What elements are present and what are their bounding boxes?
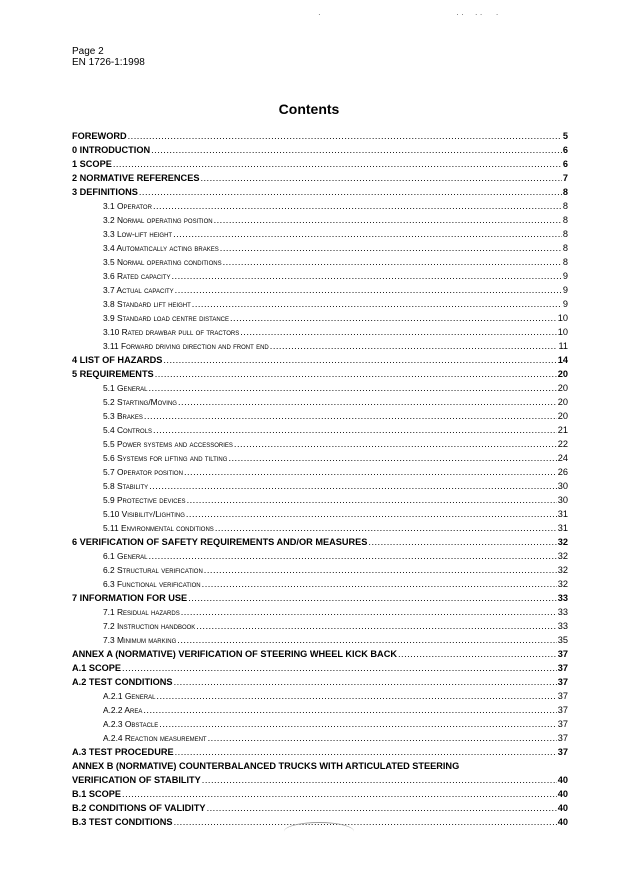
leader-dots [223,257,562,268]
toc-entry-main[interactable] [72,758,568,772]
toc-entry-sub[interactable] [72,702,568,716]
toc-entry-main[interactable] [72,184,568,198]
toc-entry-page: 10 [557,313,568,323]
toc-entry-label: 5.11 Environmental conditions [103,523,214,533]
toc-entry-label: 5.10 Visibility/Lighting [103,509,185,519]
leader-dots [398,649,557,660]
leader-dots [159,719,556,730]
toc-entry-sub[interactable] [72,240,568,254]
toc-entry-page: 40 [557,789,568,799]
toc-entry-label: 6.1 General [103,551,148,561]
toc-entry-main[interactable] [72,142,568,156]
toc-entry-page: 37 [557,691,568,701]
toc-entry-sub[interactable] [72,394,568,408]
toc-entry-label: 6 VERIFICATION OF SAFETY REQUIREMENTS AND/OR MEASURES [72,537,368,547]
toc-entry-label: 5.7 Operator position [103,467,183,477]
toc-entry-page: 6 [562,159,568,169]
toc-entry-page: 22 [557,439,568,449]
toc-entry-sub[interactable] [72,422,568,436]
leader-dots [368,537,556,548]
toc-entry-sub[interactable] [72,576,568,590]
toc-entry-page: 37 [557,677,568,687]
toc-entry-label: A.2 TEST CONDITIONS [72,677,173,687]
toc-entry-page: 5 [562,131,568,141]
toc-entry-label: 5.6 Systems for lifting and tilting [103,453,228,463]
toc-entry-main[interactable] [72,156,568,170]
leader-dots [240,327,557,338]
scan-marks: · · · · · · [318,10,499,19]
toc-entry-sub[interactable] [72,478,568,492]
toc-entry-page: 31 [557,509,568,519]
leader-dots [173,229,562,240]
toc-entry-label: VERIFICATION OF STABILITY [72,775,201,785]
leader-dots [228,453,556,464]
toc-entry-page: 21 [557,425,568,435]
leader-dots [215,523,557,534]
toc-entry-page: 8 [562,201,568,211]
table-of-contents [72,128,568,828]
toc-entry-label: 3.1 Operator [103,201,152,211]
leader-dots [128,131,562,142]
leader-dots [181,607,557,618]
leader-dots [177,635,556,646]
toc-entry-label: 5.1 General [103,383,148,393]
toc-entry-sub[interactable] [72,436,568,450]
toc-entry-sub[interactable] [72,492,568,506]
toc-entry-page: 20 [557,369,568,379]
toc-entry-sub[interactable] [72,268,568,282]
toc-entry-label: ANNEX A (NORMATIVE) VERIFICATION OF STEERING WHEEL KICK BACK [72,649,397,659]
toc-entry-label: 3.10 Rated drawbar pull of tractors [103,327,240,337]
toc-entry-label: 3.9 Standard load centre distance [103,313,229,323]
toc-entry-page: 30 [557,481,568,491]
leader-dots [122,789,557,800]
leader-dots [220,243,562,254]
toc-entry-label: 3.4 Automatically acting brakes [103,243,219,253]
toc-entry-label: 5.3 Brakes [103,411,143,421]
toc-entry-page: 40 [557,817,568,827]
toc-entry-label: 5.8 Stability [103,481,149,491]
toc-entry-page: 30 [557,495,568,505]
toc-entry-page: 20 [557,383,568,393]
leader-dots [174,817,557,828]
toc-entry-sub[interactable] [72,310,568,324]
toc-entry-main[interactable] [72,366,568,380]
toc-entry-page: 11 [558,341,568,351]
toc-entry-label: 6.2 Structural verification [103,565,203,575]
page-header [72,46,145,68]
leader-dots [153,425,557,436]
leader-dots [230,313,557,324]
toc-entry-sub[interactable] [72,198,568,212]
toc-entry-main[interactable] [72,170,568,184]
toc-entry-label: B.2 CONDITIONS OF VALIDITY [72,803,206,813]
toc-entry-page: 9 [562,271,568,281]
toc-entry-label: 3.2 Normal operating position [103,215,213,225]
toc-entry-label: 3 DEFINITIONS [72,187,138,197]
toc-entry-page: 32 [557,551,568,561]
toc-entry-sub[interactable] [72,618,568,632]
toc-entry-page: 24 [557,453,568,463]
toc-entry-sub[interactable] [72,226,568,240]
toc-entry-label: ANNEX B (NORMATIVE) COUNTERBALANCED TRUCKS WITH ARTICULATED STEERING [72,761,460,771]
toc-entry-main[interactable] [72,800,568,814]
toc-entry-sub[interactable] [72,548,568,562]
toc-entry-label: 3.3 Low-lift height [103,229,173,239]
toc-entry-main[interactable] [72,590,568,604]
toc-entry-page: 35 [557,635,568,645]
leader-dots [149,551,557,562]
leader-dots [214,215,562,226]
leader-dots [186,509,557,520]
toc-entry-page: 32 [557,565,568,575]
toc-entry-page: 40 [557,803,568,813]
leader-dots [171,271,561,282]
toc-entry-main[interactable] [72,128,568,142]
leader-dots [188,593,557,604]
toc-entry-page: 33 [557,607,568,617]
toc-entry-main[interactable] [72,772,568,786]
toc-entry-label: 7.1 Residual hazards [103,607,180,617]
toc-entry-label: 3.5 Normal operating conditions [103,257,222,267]
toc-entry-page: 33 [557,593,568,603]
toc-entry-sub[interactable] [72,464,568,478]
toc-entry-sub[interactable] [72,730,568,744]
toc-entry-label: 7.3 Minimum marking [103,635,177,645]
toc-entry-label: 5.5 Power systems and accessories [103,439,233,449]
toc-entry-page: 8 [562,215,568,225]
toc-entry-page: 7 [562,173,568,183]
leader-dots [192,299,562,310]
toc-entry-page: 20 [557,411,568,421]
toc-entry-page: 10 [557,327,568,337]
toc-entry-label: A.2.4 Reaction measurement [103,733,207,743]
toc-entry-sub[interactable] [72,562,568,576]
toc-entry-page: 33 [557,621,568,631]
leader-dots [144,411,557,422]
leader-dots [175,285,562,296]
toc-entry-main[interactable] [72,674,568,688]
toc-entry-main[interactable] [72,534,568,548]
toc-entry-label: 5.4 Controls [103,425,153,435]
leader-dots [149,481,557,492]
toc-entry-sub[interactable] [72,408,568,422]
page-title: Contents [278,101,340,117]
toc-entry-label: A.2.1 General [103,691,156,701]
leader-dots [202,775,557,786]
toc-entry-page: 9 [562,285,568,295]
toc-entry-page: 37 [557,747,568,757]
toc-entry-label: A.2.2 Area [103,705,143,715]
leader-dots [207,803,557,814]
toc-entry-page: 37 [557,705,568,715]
toc-entry-sub[interactable] [72,338,568,352]
toc-entry-main[interactable] [72,786,568,800]
toc-entry-page: 37 [557,663,568,673]
toc-entry-sub[interactable] [72,506,568,520]
toc-entry-page: 26 [557,467,568,477]
toc-entry-sub[interactable] [72,324,568,338]
toc-entry-label: A.3 TEST PROCEDURE [72,747,174,757]
toc-entry-main[interactable] [72,660,568,674]
toc-entry-label: 5.9 Protective devices [103,495,186,505]
leader-dots [178,397,557,408]
leader-dots [156,691,556,702]
toc-entry-sub[interactable] [72,450,568,464]
toc-entry-label: 7.2 Instruction handbook [103,621,196,631]
stamp-mark [284,822,354,841]
toc-entry-page: 20 [557,397,568,407]
toc-entry-label: 5.2 Starting/Moving [103,397,177,407]
toc-entry-label: 5 REQUIREMENTS [72,369,154,379]
leader-dots [270,341,558,352]
toc-entry-label: B.1 SCOPE [72,789,122,799]
toc-entry-sub[interactable] [72,688,568,702]
toc-entry-main[interactable] [72,352,568,366]
leader-dots [200,173,561,184]
toc-entry-label: 2 NORMATIVE REFERENCES [72,173,200,183]
toc-entry-label: 7 INFORMATION FOR USE [72,593,188,603]
toc-entry-main[interactable] [72,646,568,660]
toc-entry-label: B.3 TEST CONDITIONS [72,817,173,827]
toc-entry-page: 9 [562,299,568,309]
toc-entry-sub[interactable] [72,520,568,534]
leader-dots [234,439,557,450]
toc-entry-label: FOREWORD [72,131,127,141]
leader-dots [155,369,557,380]
toc-entry-main[interactable] [72,744,568,758]
toc-entry-sub[interactable] [72,282,568,296]
leader-dots [139,187,562,198]
toc-entry-page: 37 [557,733,568,743]
toc-entry-page: 37 [557,649,568,659]
toc-entry-page: 32 [557,537,568,547]
toc-entry-label: 3.8 Standard lift height [103,299,191,309]
toc-entry-label: 3.6 Rated capacity [103,271,171,281]
leader-dots [187,495,557,506]
toc-entry-page: 32 [557,579,568,589]
toc-entry-sub[interactable] [72,212,568,226]
leader-dots [175,747,557,758]
leader-dots [184,467,557,478]
toc-entry-label: 4 LIST OF HAZARDS [72,355,163,365]
leader-dots [196,621,556,632]
toc-entry-page: 6 [562,145,568,155]
toc-entry-sub[interactable] [72,254,568,268]
toc-entry-label: 3.7 Actual capacity [103,285,174,295]
leader-dots [122,663,557,674]
leader-dots [208,733,557,744]
leader-dots [153,201,562,212]
toc-entry-page: 8 [562,257,568,267]
toc-entry-sub[interactable] [72,380,568,394]
leader-dots [204,565,557,576]
toc-entry-sub[interactable] [72,604,568,618]
toc-entry-page: 40 [557,775,568,785]
toc-entry-label: 3.11 Forward driving direction and front end [103,341,269,351]
toc-entry-page: 8 [562,187,568,197]
page-number: Page 2 [72,46,104,57]
leader-dots [143,705,556,716]
leader-dots [163,355,556,366]
toc-entry-page: 8 [562,229,568,239]
toc-entry-label: A.2.3 Obstacle [103,719,159,729]
leader-dots [113,159,562,170]
toc-entry-sub[interactable] [72,296,568,310]
toc-entry-label: 1 SCOPE [72,159,112,169]
leader-dots [149,383,557,394]
toc-entry-label: A.1 SCOPE [72,663,122,673]
toc-entry-sub[interactable] [72,716,568,730]
standard-code: EN 1726-1:1998 [72,57,145,68]
toc-entry-page: 37 [557,719,568,729]
toc-entry-page: 31 [557,523,568,533]
leader-dots [174,677,557,688]
toc-entry-label: 6.3 Functional verification [103,579,201,589]
leader-dots [151,145,562,156]
toc-entry-page: 8 [562,243,568,253]
toc-entry-label: 0 INTRODUCTION [72,145,151,155]
leader-dots [202,579,557,590]
toc-entry-page: 14 [557,355,568,365]
toc-entry-sub[interactable] [72,632,568,646]
